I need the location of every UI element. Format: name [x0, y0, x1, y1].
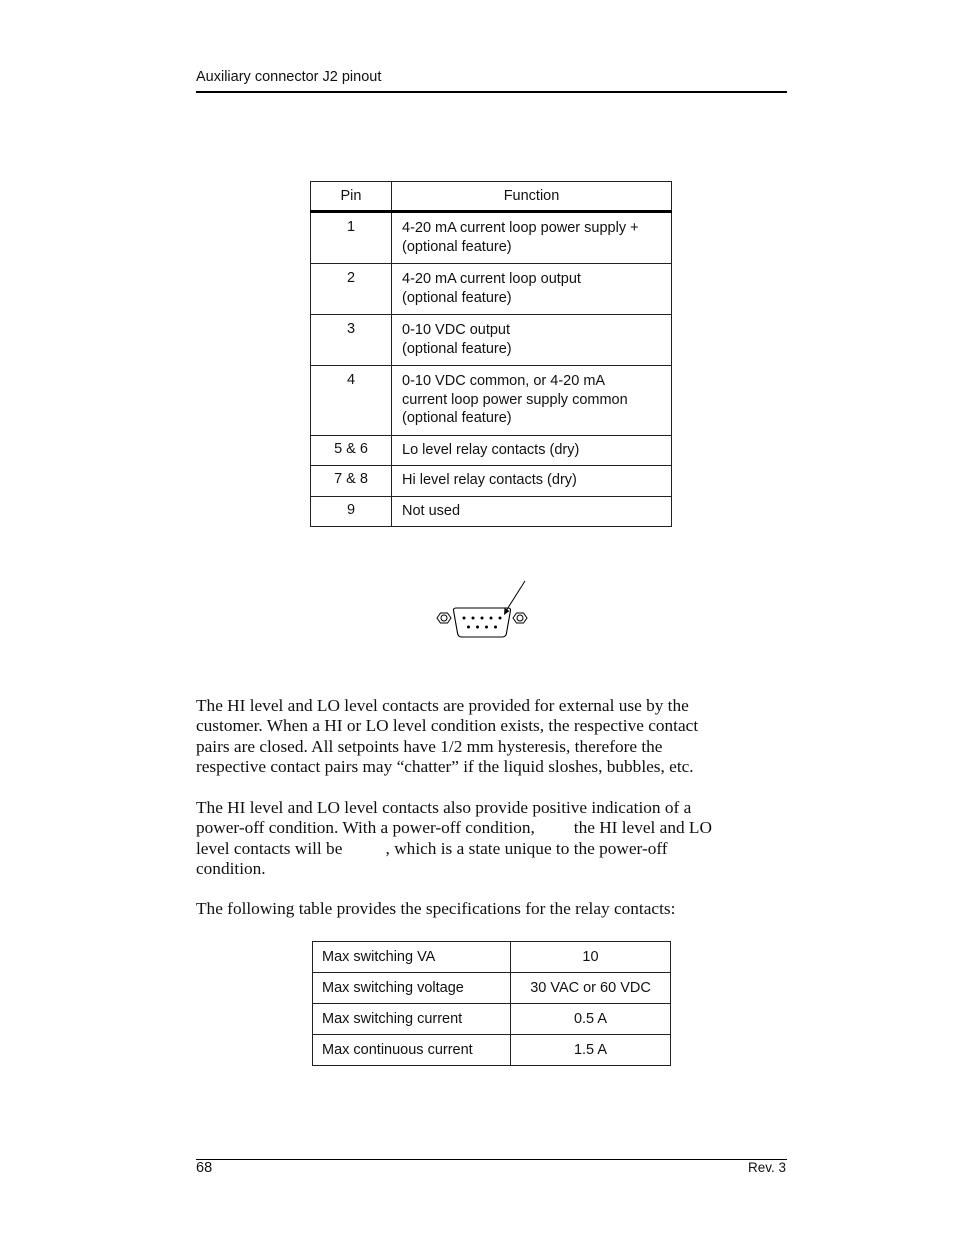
table-row: [311, 366, 672, 436]
pin-function: Not used: [392, 496, 672, 527]
page-number: 68: [196, 1160, 213, 1176]
right-jackscrew-icon: [513, 613, 527, 623]
pin-function: 0-10 VDC output (optional feature): [392, 315, 672, 366]
db9-connector-diagram: [432, 578, 532, 644]
specs-intro-paragraph: The following table provides the specifications for the relay contacts:: [196, 899, 676, 918]
power-off-paragraph: The HI level and LO level contacts also provide positive indication of a power-off condition. With a power-off condition, the HI level and LO level contacts will be , which is a state unique to the power-off condition.: [196, 798, 712, 878]
pin-number: 4: [311, 366, 392, 436]
header-rule: [196, 91, 787, 93]
pin-number: 5 & 6: [311, 435, 392, 466]
spec-value: 30 VAC or 60 VDC: [511, 973, 671, 1004]
footer-rule: [196, 1159, 787, 1160]
relay-spec-table: [312, 941, 671, 1066]
pin-function: Lo level relay contacts (dry): [392, 435, 672, 466]
table-row: [311, 315, 672, 366]
pinout-table: [310, 181, 672, 527]
spec-value: 1.5 A: [511, 1035, 671, 1066]
column-header-function: Function: [392, 182, 672, 212]
spec-label: Max switching VA: [313, 942, 511, 973]
pinout-header-row: [311, 182, 672, 212]
table-row: [311, 264, 672, 315]
pin-function: Hi level relay contacts (dry): [392, 466, 672, 497]
column-header-pin: Pin: [311, 182, 392, 212]
revision-label: Rev. 3: [747, 1160, 786, 1175]
left-jackscrew-icon: [437, 613, 451, 623]
table-row: [311, 435, 672, 466]
pin-function: 4-20 mA current loop output (optional feature): [392, 264, 672, 315]
pin-function: 0-10 VDC common, or 4-20 mA current loop power supply common (optional feature): [392, 366, 672, 436]
spec-label: Max switching voltage: [313, 973, 511, 1004]
pin-number: 3: [311, 315, 392, 366]
pin-number: 9: [311, 496, 392, 527]
connector-shell: [454, 608, 511, 637]
table-row: [313, 1004, 671, 1035]
running-header: Auxiliary connector J2 pinout: [196, 69, 382, 85]
pointer-arrow-icon: [504, 581, 525, 615]
table-row: [313, 973, 671, 1004]
table-row: [311, 496, 672, 527]
table-row: [313, 1035, 671, 1066]
table-row: [313, 942, 671, 973]
spec-value: 0.5 A: [511, 1004, 671, 1035]
table-row: [311, 466, 672, 497]
pin-function: 4-20 mA current loop power supply + (optional feature): [392, 212, 672, 264]
connector-pins: [463, 617, 502, 629]
contacts-description-paragraph: The HI level and LO level contacts are provided for external use by the customer. When a HI or LO level condition exists, the respective contact pairs are closed. All setpoints have 1/2 mm hysteresis, therefore the respective contact pairs may “chatter” if the liquid sloshes, bubbles, etc.: [196, 696, 699, 776]
pin-number: 2: [311, 264, 392, 315]
pin-number: 7 & 8: [311, 466, 392, 497]
spec-label: Max switching current: [313, 1004, 511, 1035]
pin-number: 1: [311, 212, 392, 264]
table-row: [311, 212, 672, 264]
spec-label: Max continuous current: [313, 1035, 511, 1066]
spec-value: 10: [511, 942, 671, 973]
